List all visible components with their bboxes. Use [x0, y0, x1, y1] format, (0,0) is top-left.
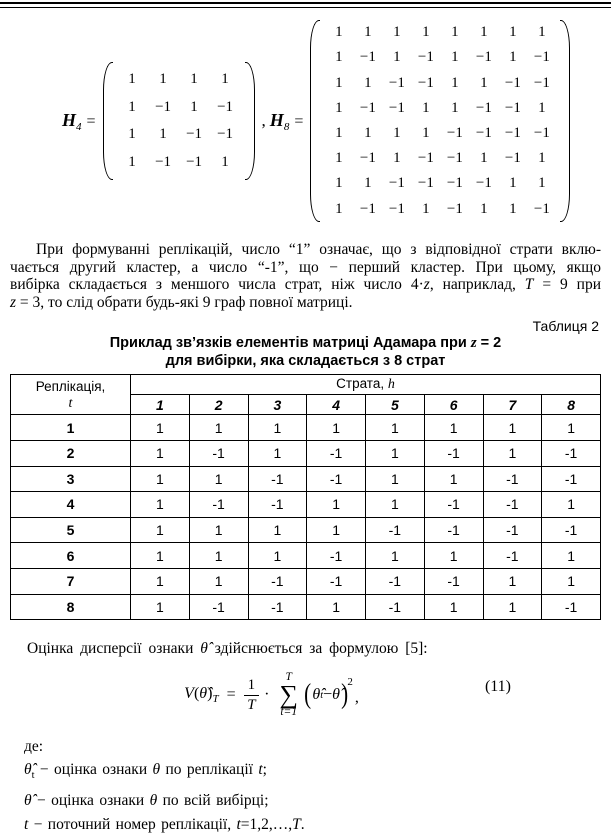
- table-cell: 1: [366, 466, 425, 492]
- matrix-cell: −1: [186, 126, 203, 142]
- text-segment: Оцінка дисперсії ознаки: [27, 640, 201, 658]
- table-row: [11, 466, 601, 492]
- text-segment: θ̂: [24, 761, 32, 779]
- table-header-row-1: [11, 375, 601, 395]
- matrix-cell: −1: [388, 200, 405, 217]
- matrix-cell: −1: [359, 99, 376, 116]
- strata-col-number: 7: [483, 395, 542, 415]
- text-segment: θ: [149, 791, 158, 809]
- right-paren: [245, 62, 255, 180]
- matrix-cell: −1: [504, 150, 521, 167]
- h8-label: [270, 110, 304, 133]
- matrix-cell: 1: [364, 74, 372, 91]
- matrix-cell: 1: [128, 71, 136, 87]
- text-segment: вибірка складається з меншого числа страт, ніж число 4·: [10, 276, 424, 294]
- text-segment: θ̂: [24, 791, 32, 809]
- table-cell: 1: [248, 440, 307, 466]
- text-segment: z: [423, 276, 430, 294]
- fraction-numerator: 1: [244, 677, 260, 696]
- text-segment: Приклад зв’язків елементів матриці Адамара при: [109, 335, 471, 352]
- theta-hat: θ̂: [332, 686, 340, 704]
- strata-col-number: 5: [366, 395, 425, 415]
- matrix-cell: −1: [475, 99, 492, 116]
- strata-col-number: 6: [424, 395, 483, 415]
- matrix-cell: −1: [359, 49, 376, 66]
- formula-subscript-T: T: [212, 693, 219, 706]
- matrix-cell: 1: [451, 74, 459, 91]
- text-segment: При формуванні реплікацій, число “1” означає, що з відповідної страти вклю-: [36, 241, 601, 258]
- matrix-cell: −1: [533, 200, 550, 217]
- text-segment: .: [300, 816, 305, 834]
- replication-number-cell: 3: [11, 466, 131, 492]
- strata-col-number: 3: [248, 395, 307, 415]
- definition-theta-t: [24, 760, 611, 787]
- text-segment: = 3, то слід обрати будь-які 9 граф повної матриці.: [16, 293, 353, 311]
- formula-theta-hat: θ̂: [199, 685, 208, 703]
- text-segment: − оцінка ознаки: [34, 761, 153, 779]
- table-cell: 1: [483, 568, 542, 594]
- formula-lhs: [184, 685, 218, 705]
- text-segment: T: [524, 276, 534, 294]
- sum-lower-limit: t=1: [280, 706, 298, 719]
- text-segment: здійснюється за формулою [5]:: [207, 640, 428, 658]
- matrix-cell: −1: [186, 153, 203, 170]
- matrix-cell: 1: [393, 125, 401, 141]
- hadamard-matrices-block: [0, 14, 611, 228]
- matrix-cell: 1: [451, 24, 459, 41]
- replication-number-cell: 1: [11, 415, 131, 441]
- replication-number-cell: 7: [11, 568, 131, 594]
- h8-matrix-grid: [324, 20, 556, 222]
- matrix-cell: 1: [422, 200, 430, 217]
- text-segment: чається другий кластер, а число “-1”, що − перший кластер. При цьому, якщо: [10, 258, 601, 276]
- table-cell: 1: [424, 415, 483, 441]
- table-cell: -1: [189, 440, 248, 466]
- replication-number-cell: 8: [11, 594, 131, 620]
- matrix-cell: 1: [422, 24, 430, 41]
- formula-open-paren: (: [193, 685, 200, 703]
- text-segment: − поточний номер реплікації,: [28, 816, 237, 834]
- table-cell: -1: [483, 543, 542, 569]
- matrix-cell: 1: [335, 49, 343, 66]
- text-segment: t: [258, 761, 263, 779]
- table-cell: -1: [424, 517, 483, 543]
- table-row: [11, 543, 601, 569]
- definition-theta: [24, 791, 611, 812]
- h4-symbol: H: [62, 109, 77, 130]
- matrix-cell: 1: [509, 49, 517, 66]
- table-title-line2: для вибірки, яка складається з 8 страт: [165, 352, 446, 369]
- table-cell: -1: [542, 594, 601, 620]
- matrix-cell: −1: [417, 74, 434, 91]
- table-cell: 1: [483, 440, 542, 466]
- formula-dot-operator: ·: [264, 686, 270, 704]
- table-cell: -1: [542, 517, 601, 543]
- matrix-cell: 1: [159, 126, 167, 142]
- table-cell: 1: [542, 543, 601, 569]
- table-cell: 1: [248, 543, 307, 569]
- matrix-cell: −1: [446, 125, 463, 141]
- table-cell: -1: [483, 492, 542, 518]
- text-segment: − оцінка ознаки: [31, 791, 150, 809]
- table-cell: -1: [307, 466, 366, 492]
- h4-matrix-grid: [117, 62, 241, 180]
- formula-equals: =: [226, 686, 236, 704]
- equation-number: (11): [484, 678, 511, 696]
- table-cell: 1: [189, 415, 248, 441]
- matrix-cell: 1: [364, 24, 372, 41]
- table-cell: 1: [307, 594, 366, 620]
- replication-number-cell: 4: [11, 492, 131, 518]
- matrix-cell: 1: [190, 71, 198, 87]
- text-segment: θ̂: [200, 640, 208, 658]
- strata-col-number: 1: [131, 395, 190, 415]
- text-segment: t: [31, 770, 35, 782]
- table-cell: -1: [248, 594, 307, 620]
- big-open-paren: (: [304, 679, 312, 711]
- matrix-cell: −1: [504, 74, 521, 91]
- matrix-cell: −1: [475, 49, 492, 66]
- table-cell: 1: [307, 415, 366, 441]
- table-body: [11, 415, 601, 620]
- matrix-cell: 1: [128, 126, 136, 142]
- h8-symbol: H: [269, 109, 284, 130]
- top-double-rule: [0, 2, 611, 8]
- table-row: [11, 517, 601, 543]
- matrix-cell: −1: [388, 74, 405, 91]
- matrix-cell: 1: [422, 125, 430, 141]
- table-cell: 1: [307, 492, 366, 518]
- matrix-cell: 1: [335, 175, 343, 192]
- table-cell: 1: [424, 594, 483, 620]
- matrix-cell: −1: [217, 98, 234, 115]
- table-cell: -1: [542, 466, 601, 492]
- matrix-cell: 1: [393, 24, 401, 41]
- matrix-cell: 1: [221, 153, 229, 170]
- table-cell: 1: [189, 517, 248, 543]
- paragraph-line: [10, 259, 601, 277]
- paragraph-line: [10, 294, 601, 312]
- table-cell: 1: [307, 517, 366, 543]
- table-cell: -1: [248, 466, 307, 492]
- table-cell: -1: [366, 568, 425, 594]
- matrix-cell: 1: [393, 150, 401, 167]
- minus-sign: −: [323, 686, 333, 704]
- text-segment: = 2: [476, 335, 502, 352]
- table-cell: 1: [366, 440, 425, 466]
- h8-equals: =: [294, 112, 304, 130]
- sum-upper-limit: T: [285, 671, 292, 684]
- table-cell: -1: [248, 492, 307, 518]
- table-cell: 1: [131, 466, 190, 492]
- text-segment: θ: [152, 761, 161, 779]
- table-cell: 1: [189, 543, 248, 569]
- definition-t: [24, 815, 611, 836]
- strata-col-number: 8: [542, 395, 601, 415]
- h4-matrix: [103, 62, 255, 180]
- table-cell: -1: [424, 440, 483, 466]
- table-cell: -1: [248, 568, 307, 594]
- exponent-2: 2: [347, 676, 353, 689]
- table-cell: 1: [542, 415, 601, 441]
- table-caption: Таблиця 2: [532, 318, 599, 335]
- matrix-cell: −1: [417, 150, 434, 167]
- matrix-cell: −1: [217, 126, 234, 142]
- table-row: [11, 415, 601, 441]
- strata-col-number: 2: [189, 395, 248, 415]
- replication-number-cell: 5: [11, 517, 131, 543]
- text-segment: =1,2,…,: [240, 816, 293, 834]
- matrix-cell: 1: [509, 200, 517, 217]
- matrix-cell: −1: [388, 99, 405, 116]
- strata-header-text: Страта,: [336, 376, 388, 392]
- formula-close-paren: ): [207, 685, 213, 703]
- table-cell: -1: [307, 543, 366, 569]
- matrix-cell: 1: [480, 200, 488, 217]
- matrix-cell: 1: [509, 175, 517, 192]
- text-segment: ;: [262, 761, 267, 779]
- text-segment: t: [236, 816, 241, 834]
- matrix-cell: 1: [480, 150, 488, 167]
- h8-matrix: [310, 20, 570, 222]
- matrix-cell: −1: [446, 175, 463, 192]
- theta-subscript-t: t: [320, 689, 324, 701]
- text-segment: по всій вибірці;: [157, 791, 269, 809]
- table-cell: 1: [248, 415, 307, 441]
- strata-group-header: [131, 375, 601, 395]
- matrix-cell: 1: [128, 98, 136, 115]
- matrix-cell: −1: [533, 74, 550, 91]
- formula-summation: [279, 672, 298, 718]
- table-cell: -1: [189, 492, 248, 518]
- matrix-cell: −1: [359, 150, 376, 167]
- matrix-cell: 1: [538, 150, 546, 167]
- table-cell: 1: [131, 594, 190, 620]
- table-cell: -1: [424, 568, 483, 594]
- table-cell: -1: [424, 492, 483, 518]
- table-cell: 1: [424, 543, 483, 569]
- matrix-cell: −1: [417, 175, 434, 192]
- matrix-cell: 1: [422, 99, 430, 116]
- replication-number-cell: 2: [11, 440, 131, 466]
- matrix-cell: 1: [364, 125, 372, 141]
- matrix-cell: −1: [504, 125, 521, 141]
- big-close-paren: ): [341, 679, 349, 711]
- matrix-cell: −1: [417, 49, 434, 66]
- formula-11-block: [0, 664, 611, 726]
- table-row: [11, 492, 601, 518]
- matrix-cell: −1: [155, 98, 172, 115]
- paragraph-replications: [10, 241, 601, 311]
- paragraph-line: [10, 241, 601, 259]
- table-row: [11, 440, 601, 466]
- table-cell: 1: [366, 415, 425, 441]
- h4-equals: =: [86, 112, 96, 130]
- table-row: [11, 568, 601, 594]
- matrix-separator-comma: ,: [261, 111, 266, 130]
- formula-11: [184, 672, 359, 718]
- matrix-cell: −1: [475, 175, 492, 192]
- matrix-cell: −1: [388, 175, 405, 192]
- h8-subscript: 8: [283, 120, 290, 133]
- matrix-cell: −1: [446, 200, 463, 217]
- matrix-cell: 1: [335, 150, 343, 167]
- matrix-cell: −1: [446, 150, 463, 167]
- table-cell: 1: [189, 568, 248, 594]
- table-cell: 1: [483, 415, 542, 441]
- table-cell: 1: [131, 543, 190, 569]
- table-cell: 1: [366, 543, 425, 569]
- table-cell: 1: [131, 415, 190, 441]
- matrix-cell: 1: [190, 98, 198, 115]
- matrix-cell: 1: [335, 99, 343, 116]
- right-paren: [560, 20, 570, 222]
- replication-column-header: [11, 375, 131, 415]
- formula-fraction: [244, 677, 260, 714]
- left-paren: [103, 62, 113, 180]
- table-cell: -1: [366, 594, 425, 620]
- text-segment: , наприклад,: [429, 276, 525, 294]
- table-cell: 1: [366, 492, 425, 518]
- table-cell: 1: [542, 568, 601, 594]
- matrix-cell: 1: [159, 71, 167, 87]
- matrix-cell: −1: [504, 99, 521, 116]
- text-segment: t: [24, 816, 29, 834]
- matrix-cell: 1: [335, 125, 343, 141]
- table-cell: 1: [483, 594, 542, 620]
- strata-col-number: 4: [307, 395, 366, 415]
- matrix-cell: 1: [335, 74, 343, 91]
- formula-V: V: [184, 685, 194, 703]
- matrix-cell: −1: [359, 200, 376, 217]
- table-title-line1: [0, 335, 611, 352]
- matrix-cell: −1: [155, 153, 172, 170]
- h4-subscript: 4: [76, 120, 82, 133]
- table-cell: -1: [366, 517, 425, 543]
- paragraph-line: [10, 276, 601, 294]
- matrix-cell: 1: [451, 49, 459, 66]
- table-cell: -1: [483, 517, 542, 543]
- matrix-cell: 1: [335, 200, 343, 217]
- table-cell: 1: [131, 440, 190, 466]
- table-cell: 1: [248, 517, 307, 543]
- table-cell: -1: [542, 440, 601, 466]
- strata-header-var: h: [387, 377, 395, 393]
- matrix-cell: −1: [533, 49, 550, 66]
- matrix-cell: 1: [335, 24, 343, 41]
- table-cell: 1: [424, 466, 483, 492]
- h4-label: [62, 110, 96, 133]
- table-cell: -1: [189, 594, 248, 620]
- matrix-cell: 1: [128, 153, 136, 170]
- table-cell: 1: [542, 492, 601, 518]
- table-row: [11, 594, 601, 620]
- matrix-cell: 1: [364, 175, 372, 192]
- matrix-cell: 1: [538, 99, 546, 116]
- paragraph-variance-estimate: [27, 640, 601, 658]
- matrix-cell: −1: [533, 125, 550, 141]
- table-cell: 1: [131, 568, 190, 594]
- text-segment: по реплікації: [160, 761, 259, 779]
- table-cell: -1: [307, 568, 366, 594]
- fraction-denominator: T: [247, 696, 256, 713]
- text-segment: = 9 при: [533, 276, 601, 294]
- replication-number-cell: 6: [11, 543, 131, 569]
- formula-comma: ,: [354, 689, 359, 707]
- matrix-cell: 1: [221, 71, 229, 87]
- table-cell: 1: [131, 517, 190, 543]
- matrix-cell: 1: [538, 175, 546, 192]
- left-paren: [310, 20, 320, 222]
- hadamard-table: [10, 374, 601, 620]
- matrix-cell: −1: [475, 125, 492, 141]
- matrix-cell: 1: [393, 49, 401, 66]
- text-segment: z: [10, 293, 17, 311]
- matrix-cell: 1: [451, 99, 459, 116]
- matrix-cell: 1: [480, 24, 488, 41]
- theta-hat-t: θ̂: [312, 686, 321, 704]
- matrix-cell: 1: [480, 74, 488, 91]
- table-cell: -1: [483, 466, 542, 492]
- text-segment: z: [470, 335, 477, 352]
- table-cell: 1: [131, 492, 190, 518]
- text-segment: T: [292, 816, 301, 834]
- replication-header-text: Реплікація,: [35, 378, 106, 394]
- matrix-cell: 1: [538, 24, 546, 41]
- matrix-cell: 1: [509, 24, 517, 41]
- table-cell: -1: [307, 440, 366, 466]
- replication-header-var: t: [68, 395, 73, 411]
- where-label: де:: [24, 738, 44, 756]
- formula-summand: [303, 676, 359, 711]
- table-cell: 1: [189, 466, 248, 492]
- document-page: [0, 2, 611, 834]
- sum-symbol: ∑: [279, 680, 298, 710]
